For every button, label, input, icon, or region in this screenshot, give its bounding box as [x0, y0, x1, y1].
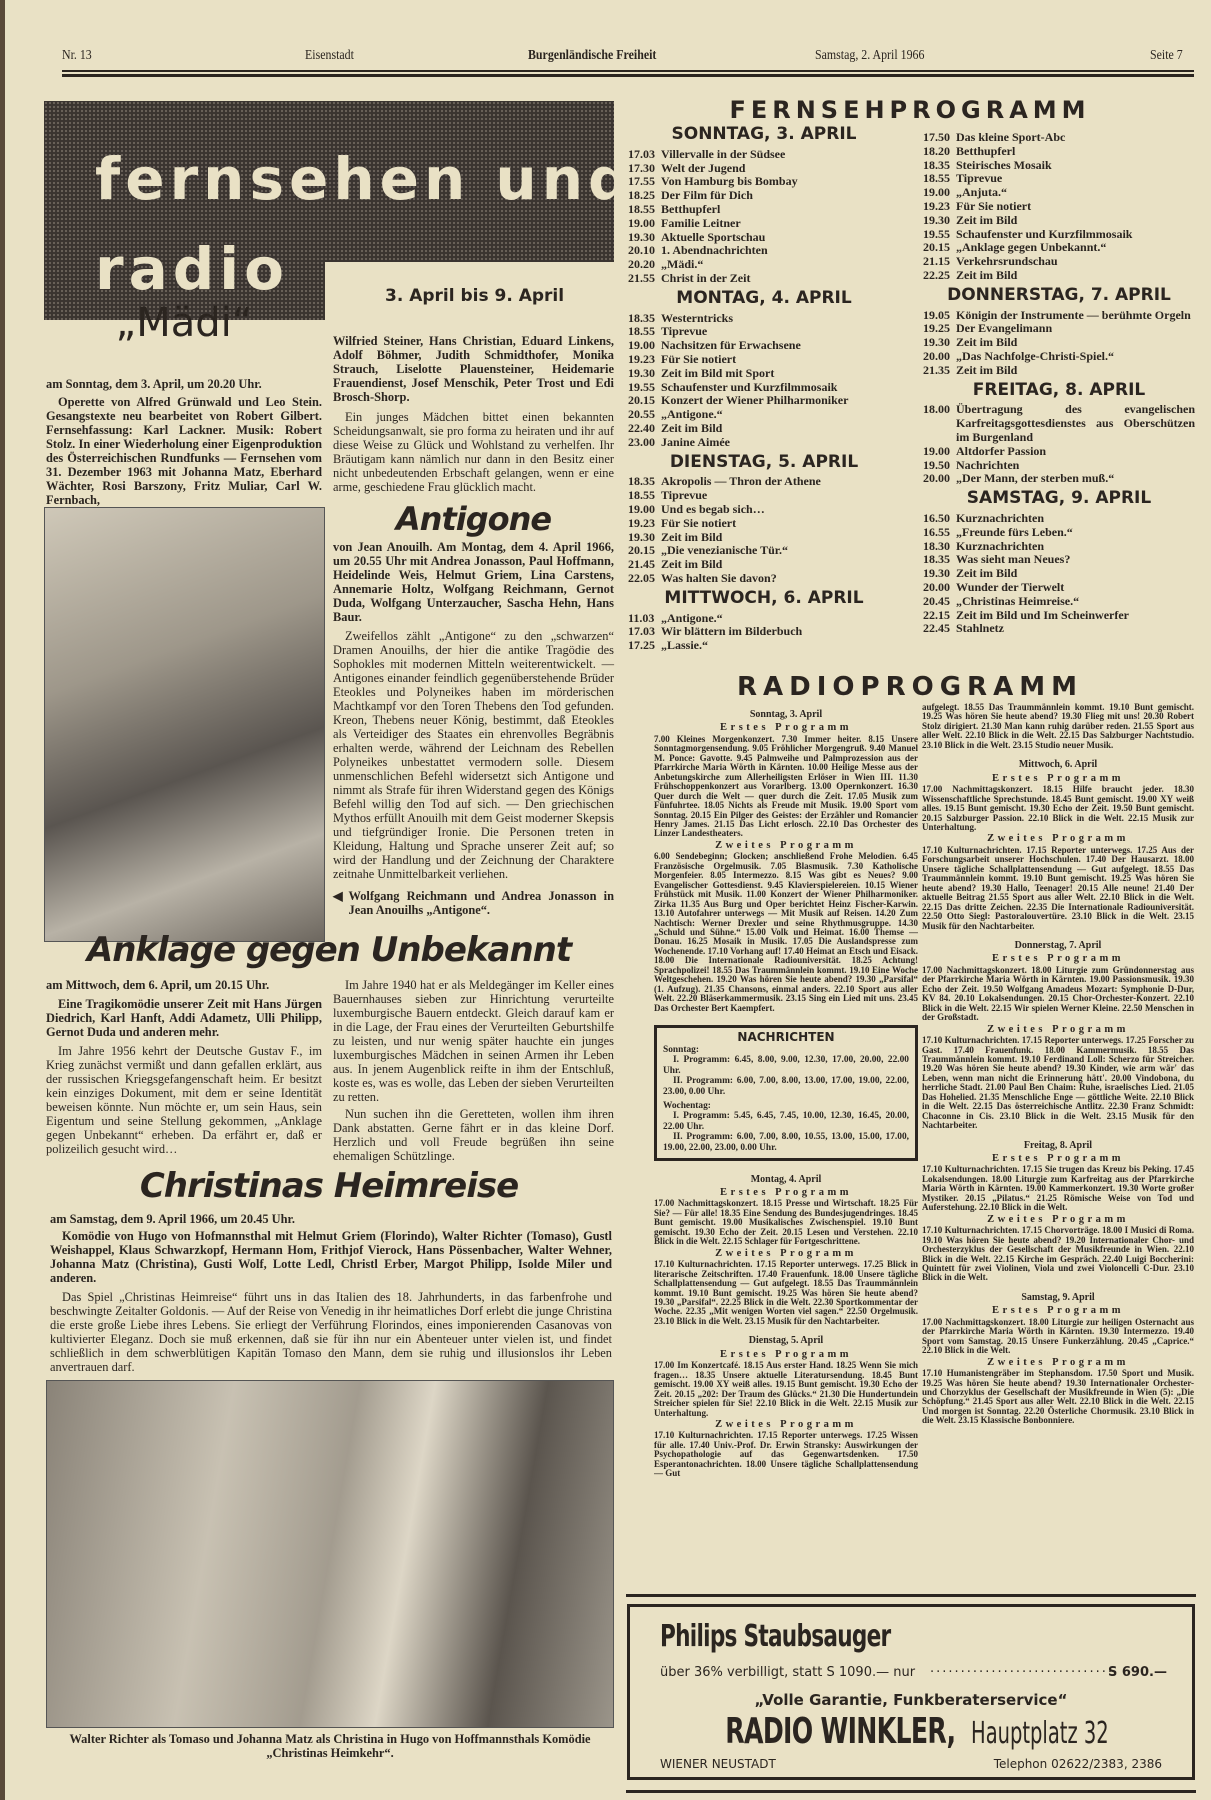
- tv-listing: [628, 408, 900, 422]
- ad-product: Philips Staubsauger: [660, 1619, 891, 1654]
- radio-program-label: Erstes Programm: [992, 953, 1124, 965]
- radio-program-label: Zweites Programm: [715, 839, 857, 851]
- tv-listing: [628, 339, 900, 353]
- radio-program-label: Erstes Programm: [720, 1348, 852, 1360]
- tv-listing-title: Wir blättern im Bilderbuch: [661, 624, 803, 639]
- radio-listing: 17.10 Kulturnachrichten. 17.15 Reporter unterwegs. 17.25 Blick in literarische Zeitschriften. 17.40 Frauenfunk. 18.00 Unsere tägliche Schallplattensendung — Gut aufgelegt. 18.55 Das Traummännlein kommt. 19.10 Bunt gemischt. 19.25 Was hören Sie heute abend? 19.30 „Parsifal“. 22.25 Blick in die Welt. 22.30 Sportkommentar der Woche. 22.35 „Mit wenigen Worten viel sagen.“ 22.50 Orgelmusik. 23.10 Blick in die Welt. 23.15 Musik für den Nachtarbeiter.: [654, 1259, 918, 1326]
- tv-listing: [628, 258, 900, 272]
- banner-title-line1: fernsehen und: [95, 145, 635, 213]
- tv-listing: [923, 459, 1195, 473]
- tv-listing-title: Konzert der Wiener Philharmoniker: [661, 393, 849, 408]
- tv-listing-title: Der Evangelimann: [956, 321, 1053, 336]
- tv-listing: [923, 186, 1195, 200]
- header-rule: [62, 70, 1194, 77]
- tv-listing-time: 19.00: [923, 443, 950, 458]
- news-sunday-program2: II. Programm: 6.00, 7.00, 8.00, 13.00, 17.00, 19.00, 22.00, 23.00, 0.00 Uhr.: [663, 1076, 909, 1098]
- tv-listing: [923, 228, 1195, 242]
- tv-listing-title: Kurznachrichten: [956, 510, 1044, 525]
- tv-listing-time: 17.50: [923, 130, 950, 144]
- radio-program-label: Zweites Programm: [715, 1419, 857, 1430]
- radio-day-heading: Montag, 4. April: [750, 1173, 822, 1185]
- tv-listing: [628, 244, 900, 258]
- tv-listing: [628, 272, 900, 286]
- tv-listing-time: 17.03: [628, 624, 655, 639]
- tv-listing-time: 19.00: [628, 501, 655, 516]
- tv-listing-time: 19.23: [923, 198, 950, 213]
- antigone-title: Antigone: [395, 500, 552, 538]
- tv-listing-time: 18.55: [628, 488, 655, 503]
- tv-listing-title: Zeit im Bild: [956, 212, 1018, 227]
- ad-rule-bottom: [626, 1790, 1196, 1793]
- tv-listing-title: Was halten Sie davon?: [661, 570, 777, 585]
- tv-listing-title: Janine Aimée: [661, 434, 730, 449]
- tv-listing-title: Zeit im Bild und Im Scheinwerfer: [956, 607, 1129, 622]
- city: Eisenstadt: [305, 48, 354, 63]
- tv-listing-time: 16.50: [923, 510, 950, 525]
- tv-listing: [628, 422, 900, 436]
- tv-listing-time: 20.00: [923, 579, 950, 594]
- tv-listing: [628, 231, 900, 245]
- tv-listing-title: Betthupferl: [661, 201, 721, 216]
- tv-listing-time: 20.00: [923, 471, 950, 486]
- tv-listing: [923, 336, 1195, 350]
- tv-listing-title: Akropolis — Thron der Athene: [661, 474, 821, 489]
- ad-phone: Telephon 02622/2383, 2386: [993, 1757, 1162, 1771]
- tv-listing-time: 22.25: [923, 267, 950, 282]
- radio-program-label: Zweites Programm: [987, 833, 1129, 845]
- radio-listing: 17.10 Kulturnachrichten. 17.15 Sie trugen das Kreuz bis Peking. 17.45 Lokalsendungen. 18.00 Liturgie zum Karfreitag aus der Pfarrkirche Maria Wörth in Kärnten. 19.00 Kammerkonzert. 19.30 Worte großer Mystiker. 20.15 „Pilatus.“ 21.25 Römische Weise von Tod und Auferstehung. 22.10 Blick in die Welt.: [922, 1164, 1194, 1213]
- radio-listing: 17.10 Kulturnachrichten. 17.15 Reporter unterwegs. 17.25 Forscher zu Gast. 17.40 Frauenfunk. 18.00 Kammermusik. 18.55 Das Traummännlein kommt. 19.10 Ferdinand Loll: Scherzo für Streicher. 19.20 Was hören Sie heute abend? 19.30 Kinder, wie arm wär' das Leben, wenn man nicht die Erinnerung hätt'. 20.00 Vindobona, du herrliche Stadt. 21.00 Paul Ben Chaim: Ruhe, israelisches Lied. 21.05 Das Hohelied. 21.35 Menschliche Enge — göttliche Weite. 22.10 Blick in die Welt. 22.15 Das österreichische Antlitz. 22.30 Franz Schmidt: Chaconne in Cis. 23.10 Blick in die Welt. 23.15 Musik für den Nachtarbeiter.: [922, 1035, 1194, 1131]
- ad-city: WIENER NEUSTADT: [660, 1757, 776, 1771]
- tv-listing-time: 20.15: [628, 393, 655, 408]
- tv-listing-time: 18.35: [923, 552, 950, 567]
- tv-listing: [923, 445, 1195, 459]
- tv-listing-title: Zeit im Bild: [956, 566, 1018, 581]
- tv-listing: [628, 325, 900, 339]
- tv-listing: [923, 526, 1195, 540]
- tv-listing-time: 20.00: [923, 348, 950, 363]
- advertisement: [627, 1604, 1195, 1780]
- tv-listing-title: Und es begab sich…: [661, 501, 765, 516]
- tv-listing: [923, 241, 1195, 255]
- tv-listing-title: Der Film für Dich: [661, 188, 753, 203]
- tv-listing: [923, 145, 1195, 159]
- tv-listing-title: „Die venezianische Tür.“: [661, 543, 789, 558]
- tv-listing-time: 22.40: [628, 420, 655, 435]
- tv-listing-title: Zeit im Bild: [956, 267, 1018, 282]
- tv-listing-title: „Das Nachfolge-Christi-Spiel.“: [956, 348, 1114, 363]
- news-weekday-program1: I. Programm: 5.45, 6.45, 7.45, 10.00, 12.30, 16.45, 20.00, 22.00 Uhr.: [663, 1111, 909, 1132]
- tv-listing-title: „Freunde fürs Leben.“: [956, 524, 1073, 539]
- anklage-synopsis-1: Im Jahre 1956 kehrt der Deutsche Gustav F., im Krieg zunächst vermißt und dann gefallen erklärt, aus der russischen Kriegsgefangenschaft heim. Er besitzt kein einziges Dokument, mit dem er seine Identität beweisen könnte. Nun möchte er, um sein Haus, sein Eigentum und seine Stellung gekommen, „Anklage gegen Unbekannt“ erheben. Da erfährt er, daß er polizeilich gesucht wird…: [46, 1044, 322, 1156]
- radio-program-label: Zweites Programm: [715, 1247, 857, 1259]
- maedi-article-cont: [333, 334, 614, 494]
- radio-program-label: Zweites Programm: [987, 1356, 1129, 1368]
- tv-listing-time: 21.55: [628, 270, 655, 285]
- tv-listing-title: Schaufenster und Kurzfilmmosaik: [661, 379, 838, 394]
- tv-listing-time: 19.30: [628, 229, 655, 244]
- anklage-airtime: am Mittwoch, dem 6. April, um 20.15 Uhr.: [46, 978, 270, 992]
- tv-listing-title: Familie Leitner: [661, 215, 741, 230]
- tv-listing: [923, 595, 1195, 609]
- tv-listing-time: 17.55: [628, 174, 655, 189]
- radio-listing: 17.00 Nachmittagskonzert. 18.00 Liturgie zum Gründonnerstag aus der Pfarrkirche Maria Wörth in Kärnten. 19.00 Passionsmusik. 19.30 Echo der Zeit. 19.50 Wolfgang Amadeus Mozart: Symphonie D-Dur, KV 84. 20.10 Lokalsendungen. 20.15 Chor-Orchester-Konzert. 22.10 Blick in die Welt. 22.15 Wir spielen Werner Kleine. 22.50 Menschen in der Großstadt.: [922, 964, 1194, 1023]
- ad-shop: [630, 1711, 1192, 1752]
- maedi-credits: Operette von Alfred Grünwald und Leo Stein. Gesangstexte neu bearbeitet von Robert Gilbert. Fernsehfassung: Karl Lackner. Musik: Robert Stolz. In einer Wiederholung einer Eigenproduktion des Österreichischen Rundfunks — Fernsehen vom 31. Dezember 1963 mit Johanna Matz, Eberhard Wächter, Rosi Barszony, Fritz Muliar, Carl W. Fernbach,: [46, 395, 322, 507]
- tv-listing: [923, 540, 1195, 554]
- tv-listing-time: 21.45: [628, 557, 655, 572]
- ad-offer: über 36% verbilligt, statt S 1090.— nur: [660, 1665, 916, 1680]
- tv-listing-time: 18.35: [628, 474, 655, 489]
- antigone-synopsis: Zweifellos zählt „Antigone“ zu den „schwarzen“ Dramen Anouilhs, der hier die antike Tragödie des Sophokles mit modernen Mitteln weiterentwickelt. — Antigones einander feindlich gegenüberstehende Brüder Eteokles und Polyneikes haben im mörderischen Machtkampf vor den Toren Thebens den Tod gefunden. Kreon, Thebens neuer König, bestimmt, daß Eteokles als Verteidiger des Staates ein ehrenvolles Begräbnis erhalten werde, während der Leichnam des Rebellen Polyneikes unbestattet vermodern solle. Diesem unmenschlichen Befehl widersetzt sich Antigone und nimmt als Strafe für ihren Widerstand gegen des Königs Befehl willig den Tod auf sich. — Den griechischen Mythos erfüllt Anouilh mit dem Geist moderner Skepsis und tiefgründiger Ironie. Die Personen treten in Kleidung, Haltung und Sprache unserer Zeit auf; so wird der Handlung und der Zeichnung der Charaktere zeitnahe Unmittelbarkeit verliehen.: [333, 629, 614, 881]
- tv-listing: [923, 553, 1195, 567]
- tv-listing-title: Stahlnetz: [956, 621, 1004, 636]
- tv-listing-time: 20.15: [923, 240, 950, 255]
- anklage-article: [46, 978, 322, 1156]
- tv-listing: [923, 159, 1195, 173]
- maedi-article: [46, 377, 322, 507]
- radio-program-label: Erstes Programm: [992, 1305, 1124, 1317]
- tv-listing-title: Nachrichten: [956, 457, 1020, 472]
- christina-title: Christinas Heimreise: [139, 1166, 519, 1206]
- tv-listing-time: 19.30: [923, 335, 950, 350]
- tv-listing: [628, 353, 900, 367]
- radio-listing: 17.10 Humanistengräber im Stephansdom. 17.50 Sport und Musik. 19.25 Was hören Sie heute abend? 19.30 Internationaler Orchester- und Chorzyklus der Gesellschaft der Musikfreunde in Wien (5): „Die Schöpfung.“ 21.45 Sport aus aller Welt. 22.10 Blick in die Welt. 22.15 Und morgen ist Sonntag. 22.20 Österliche Chormusik. 23.10 Blick in die Welt. 23.15 Klassische Bonbonniere.: [922, 1368, 1194, 1426]
- antigone-caption-text: Wolfgang Reichmann und Andrea Jonasson in Jean Anouilhs „Antigone“.: [348, 889, 614, 917]
- tv-listing: [923, 255, 1195, 269]
- tv-listing: [628, 162, 900, 176]
- tv-day-heading: MITTWOCH, 6. APRIL: [664, 587, 864, 608]
- tv-listing-title: Tiprevue: [956, 171, 1003, 186]
- radio-program-title: RADIOPROGRAMM: [737, 672, 1083, 702]
- radio-day-heading: Donnerstag, 7. April: [1014, 939, 1102, 951]
- radio-listing: 17.10 Kulturnachrichten. 17.15 Reporter unterwegs. 17.25 Aus der Forschungsarbeit unserer Hochschulen. 17.40 Der Hausarzt. 18.00 Unsere tägliche Schallplattensendung — Gut aufgelegt. 18.55 Das Traummännlein kommt. 19.10 Bunt gemischt. 19.25 Was hören Sie heute abend? 19.30 Hallo, Teenager! 20.15 Alle neune! 21.40 Der aktuelle Beitrag 21.55 Sport aus aller Welt. 22.10 Blick in die Welt. 22.15 Das dritte Zeichen. 22.35 Die Internationale Radiouniversität. 22.50 Otto Siegl: Pastoralouvertüre. 23.10 Blick in die Welt. 23.15 Musik für den Nachtarbeiter.: [922, 844, 1194, 931]
- tv-listing: [628, 503, 900, 517]
- tv-listing: [923, 622, 1195, 636]
- tv-listing-title: Was sieht man Neues?: [956, 552, 1071, 567]
- tv-listing: [628, 572, 900, 586]
- tv-listing-title: Zeit im Bild: [661, 557, 723, 572]
- tv-listing-time: 20.10: [628, 243, 655, 258]
- maedi-title: „Mädi“: [115, 300, 253, 346]
- tv-listing-title: Zeit im Bild: [661, 420, 723, 435]
- tv-listing-title: „Anklage gegen Unbekannt.“: [956, 240, 1107, 255]
- tv-listing-time: 17.25: [628, 638, 655, 653]
- antigone-photo: [44, 507, 325, 942]
- tv-listing: [923, 403, 1195, 444]
- tv-day-heading: MONTAG, 4. APRIL: [676, 287, 852, 308]
- christina-credits: Komödie von Hugo von Hofmannsthal mit Helmut Griem (Florindo), Walter Richter (Tomaso), Gustl Weishappel, Klaus Schwarzkopf, Hermann Hom, Frithjof Vierock, Hans Pössenbacher, Walter Wehner, Johanna Matz (Christina), Gusti Wolf, Lotte Ledl, Christl Erber, Margot Philipp, Isolde Miler und anderen.: [50, 1229, 612, 1285]
- tv-listing: [923, 309, 1195, 323]
- tv-listing: [628, 517, 900, 531]
- tv-listing: [923, 472, 1195, 486]
- ad-rule-top: [626, 1594, 1196, 1597]
- radio-day-heading: Sonntag, 3. April: [749, 709, 823, 720]
- radio-listing: 7.00 Kleines Morgenkonzert. 7.30 Immer heiter. 8.15 Unsere Sonntagmorgensendung. 9.05 Fröhlicher Morgengruß. 9.40 Manuel M. Ponce: Gavotte. 9.45 Palmweihe und Palmprozession aus der Pfarrkirche Maria Wörth in Kärnten. 10.00 Heilige Messe aus der Anbetungskirche zum Allerheiligsten Erlöser in Wien III. 11.30 Frühschoppenkonzert aus Vorarlberg. 13.00 Opernkonzert. 16.30 Quer durch die Welt — quer durch die Zeit. 17.05 Musik zum Fünfuhrtee. 18.05 Nichts als Freude mit Musik. 19.00 Sport vom Sonntag. 20.15 Ein Pilger des Geistes: der Erzähler und Romancier Henry James. 21.15 Das Licht erlosch. 22.10 Das Orchester des Linzer Landestheaters.: [654, 733, 918, 839]
- tv-listing: [923, 609, 1195, 623]
- ad-slogan: „Volle Garantie, Funkberaterservice“: [754, 1691, 1068, 1709]
- tv-listing-time: 19.05: [923, 307, 950, 322]
- tv-day-heading: SAMSTAG, 9. APRIL: [966, 488, 1152, 509]
- antigone-credits: von Jean Anouilh. Am Montag, dem 4. April 1966, um 20.55 Uhr mit Andrea Jonasson, Paul Hoffmann, Heidelinde Weis, Helmut Griem, Lina Carstens, Annemarie Holtz, Wolfgang Reichmann, Gernot Duda, Wolfgang Unterzaucher, Sascha Hehn, Hans Baur.: [333, 540, 614, 624]
- tv-listing-time: 16.55: [923, 524, 950, 539]
- tv-listing-time: 17.03: [628, 146, 655, 161]
- tv-listing-title: Zeit im Bild: [956, 335, 1018, 350]
- tv-listing: [628, 312, 900, 326]
- radio-listing: 17.00 Nachmittagskonzert. 18.15 Hilfe braucht jeder. 18.30 Wissenschaftliche Sprechstunde. 18.45 Bunt gemischt. 19.00 XY weiß alles. 19.15 Bunt gemischt. 19.30 Echo der Zeit. 19.50 Bunt gemischt. 20.15 Salzburger Passion. 22.10 Blick in die Welt. 22.15 Musik zur Unterhaltung.: [922, 784, 1194, 832]
- radio-day-heading: Dienstag, 5. April: [748, 1335, 824, 1347]
- antigone-article: [333, 540, 614, 917]
- anklage-article-cont: [333, 978, 614, 1163]
- tv-listing: [923, 172, 1195, 186]
- tv-listing: [628, 189, 900, 203]
- radio-program-label: Erstes Programm: [992, 1153, 1124, 1165]
- tv-listing-title: Für Sie notiert: [661, 515, 737, 530]
- tv-listing-time: 22.45: [923, 621, 950, 636]
- tv-listing-time: 18.55: [923, 171, 950, 186]
- tv-listing: [628, 148, 900, 162]
- radio-program-label: Erstes Programm: [720, 722, 852, 734]
- tv-listing-time: 19.30: [628, 529, 655, 544]
- tv-listing-title: „Anjuta.“: [956, 185, 1008, 200]
- radio-day-heading: Samstag, 9. April: [1021, 1291, 1095, 1303]
- radio-program-label: Erstes Programm: [992, 772, 1124, 784]
- radio-day-heading: Freitag, 8. April: [1023, 1139, 1093, 1151]
- anklage-credits: Eine Tragikomödie unserer Zeit mit Hans Jürgen Diedrich, Karl Hanft, Addi Adametz, Ulli Philipp, Gernot Duda und anderen mehr.: [46, 997, 322, 1039]
- tv-listing-time: 19.25: [923, 321, 950, 336]
- radio-listing: 6.00 Sendebeginn; Glocken; anschließend Frohe Melodien. 6.45 Französische Orgelmusik. 7.05 Blasmusik. 7.30 Katholische Morgenfeier. 8.05 Intermezzo. 8.15 Was gibt es Neues? 9.00 Evangelischer Gottesdienst. 9.45 Klavierspielereien. 10.15 Wiener Frühstück mit Musik. 11.00 Konzert der Wiener Philharmoniker. Zirka 11.35 Aus Burg und Oper berichtet Heinz Fischer-Karwin. 13.10 Autofahrer unterwegs — Mit Musik auf Reisen. 14.20 Zum Nachtisch: Werner Drexler und seine Rhythmusgruppe. 14.30 „Schuld und Sühne.“ 15.00 Volk und Heimat. 16.00 Themse — Donau. 16.25 Mosaik in Musik. 17.05 Die Auslandspresse zum Wochenende. 17.10 Vorhang auf! 17.40 Heimat an Etsch und Eisack. 18.00 Die Internationale Radiouniversität. 18.25 Achtung! Sprachpolizei! 18.55 Das Traummännlein kommt. 19.10 Eine Woche Weltgeschehen. 19.20 Was hören Sie heute abend? 19.30 „Parsifal“ (1. Aufzug). 21.35 Chansons, einmal anders. 22.10 Sport aus aller Welt. 22.20 Bläserkammermusik. 23.15 Sing ein Lied mit uns. 23.45 Das Orchester Bert Kaempfert.: [654, 851, 918, 1013]
- news-times-box: [654, 1025, 918, 1161]
- tv-listing: [923, 512, 1195, 526]
- tv-listing-title: Von Hamburg bis Bombay: [661, 174, 798, 189]
- tv-listing: [628, 475, 900, 489]
- tv-listing-title: Altdorfer Passion: [956, 443, 1047, 458]
- tv-listing: [628, 544, 900, 558]
- tv-program-title: FERNSEHPROGRAMM: [729, 96, 1091, 124]
- tv-listing: [628, 394, 900, 408]
- tv-listing-title: Kurznachrichten: [956, 538, 1044, 553]
- ad-price: S 690.—: [1108, 1665, 1167, 1680]
- tv-column-left: [628, 122, 900, 653]
- arrow-left-icon: ◀: [333, 889, 343, 903]
- news-box-title: NACHRICHTEN: [737, 1030, 835, 1045]
- tv-column-right: [923, 131, 1195, 636]
- radio-program-label: Zweites Programm: [987, 1023, 1129, 1035]
- tv-listing-time: 18.20: [923, 143, 950, 158]
- ad-dot-leader: ······························: [930, 1665, 1114, 1680]
- tv-listing: [923, 131, 1195, 145]
- tv-listing-time: 19.55: [628, 379, 655, 394]
- radio-listing: 17.00 Nachmittagskonzert. 18.15 Presse und Wirtschaft. 18.25 Für Sie? — Für alle! 18.35 Eine Sendung des Bundesjugendringes. 18.45 Bunt gemischt. 19.00 Musikalisches Zwischenspiel. 19.10 Bunt gemischt. 19.30 Echo der Zeit. 20.15 Lesen und Verstehen. 22.10 Blick in die Welt. 22.15 Schlager für Fortgeschrittene.: [654, 1198, 918, 1247]
- tv-listing-time: 19.30: [923, 212, 950, 227]
- tv-listing-time: 19.50: [923, 457, 950, 472]
- tv-listing-title: Für Sie notiert: [956, 198, 1032, 213]
- tv-listing-time: 20.55: [628, 407, 655, 422]
- tv-listing: [628, 381, 900, 395]
- tv-listing-title: Zeit im Bild mit Sport: [661, 365, 775, 380]
- tv-listing: [923, 567, 1195, 581]
- tv-listing-time: 22.15: [923, 607, 950, 622]
- tv-listing-title: „Lassie.“: [661, 638, 709, 653]
- tv-listing-title: Welt der Jugend: [661, 160, 746, 175]
- news-sunday-program1: I. Programm: 6.45, 8.00, 9.00, 12.30, 17.00, 20.00, 22.00 Uhr.: [663, 1055, 909, 1076]
- tv-listing-title: „Mädi.“: [661, 257, 704, 272]
- tv-listing-title: Christ in der Zeit: [661, 270, 751, 285]
- radio-program-label: Zweites Programm: [987, 1213, 1129, 1225]
- tv-day-heading: SONNTAG, 3. APRIL: [671, 124, 857, 144]
- tv-day-heading: DIENSTAG, 5. APRIL: [669, 451, 859, 472]
- tv-listing-title: Wunder der Tierwelt: [956, 579, 1065, 594]
- page-number: Seite 7: [1150, 48, 1183, 63]
- tv-listing-time: 19.23: [628, 351, 655, 366]
- tv-listing-time: 19.00: [923, 185, 950, 200]
- tv-listing: [923, 322, 1195, 336]
- maedi-airtime: am Sonntag, dem 3. April, um 20.20 Uhr.: [46, 377, 262, 391]
- tv-listing-title: Verkehrsrundschau: [956, 254, 1058, 269]
- tv-listing-title: Westerntricks: [661, 310, 733, 325]
- tv-listing-time: 20.20: [628, 257, 655, 272]
- tv-listing-time: 19.00: [628, 338, 655, 353]
- tv-listing-time: 18.55: [628, 324, 655, 339]
- tv-listing-title: Königin der Instrumente — berühmte Orgeln: [956, 307, 1191, 322]
- tv-listing-time: 18.25: [628, 188, 655, 203]
- tv-listing: [628, 203, 900, 217]
- page-edge: [0, 0, 5, 1800]
- anklage-synopsis-3: Nun suchen ihn die Geretteten, wollen ihm ihren Dank abstatten. Gerne fährt er in das kleine Dorf. Herzlich und voll Freude begrüßen ihn seine ehemaligen Schützlinge.: [333, 1107, 614, 1163]
- banner-title-line2: radio: [95, 235, 289, 303]
- tv-listing-title: Zeit im Bild: [661, 529, 723, 544]
- tv-listing: [628, 531, 900, 545]
- tv-listing-time: 19.00: [628, 215, 655, 230]
- radio-program-label: Erstes Programm: [720, 1187, 852, 1199]
- tv-listing-time: 18.35: [923, 157, 950, 172]
- tv-listing-title: Tiprevue: [661, 324, 708, 339]
- tv-listing-title: „Christinas Heimreise.“: [956, 593, 1080, 608]
- maedi-synopsis: Ein junges Mädchen bittet einen bekannten Scheidungsanwalt, sie pro forma zu heiraten und ihr auf diese Weise zu Glück und Wohlstand zu verhelfen. Ihr Bräutigam kann nämlich nur dann in den Besitz einer nicht unbedeutenden Erbschaft gelangen, wenn er eine arme, geschiedene Frau glücklich macht.: [333, 410, 614, 494]
- radio-listing: 17.00 Nachmittagskonzert. 18.00 Liturgie zur heiligen Osternacht aus der Pfarrkirche Maria Wörth in Kärnten. 19.30 Intermezzo. 19.40 Sport vom Samstag. 20.15 Unsere Funkerzählung. 20.45 „Caprice.“ 22.10 Blick in die Welt.: [922, 1316, 1194, 1356]
- issue-number: Nr. 13: [62, 48, 92, 63]
- tv-listing-time: 18.55: [628, 201, 655, 216]
- tv-listing: [628, 436, 900, 450]
- christina-caption: Walter Richter als Tomaso und Johanna Matz als Christina in Hugo von Hoffmannsthals Komödie „Christinas Heimkehr“.: [69, 1732, 591, 1760]
- tv-listing: [628, 217, 900, 231]
- tv-listing-title: Zeit im Bild: [956, 362, 1018, 377]
- tv-listing-title: Schaufenster und Kurzfilmmosaik: [956, 226, 1133, 241]
- news-weekday-label: Wochentag:: [663, 1100, 711, 1111]
- tv-listing-title: Tiprevue: [661, 488, 708, 503]
- tv-listing-time: 21.35: [923, 362, 950, 377]
- issue-date: Samstag, 2. April 1966: [815, 48, 925, 63]
- radio-listing: 17.10 Kulturnachrichten. 17.15 Chorvorträge. 18.00 I Musici di Roma. 19.10 Was hören Sie heute abend? 19.20 Internationaler Chor- und Orchesterzyklus der Gesellschaft der Musikfreunde in Wien. 22.10 Blick in die Welt. 22.15 Kirche im Gespräch. 22.40 Luigi Boccherini: Quintett für zwei Violinen, Viola und zwei Violoncelli C-Dur. 23.10 Blick in die Welt.: [922, 1225, 1194, 1283]
- radio-column-right: [922, 703, 1194, 1595]
- anklage-synopsis-2: Im Jahre 1940 hat er als Meldegänger im Keller eines Bauernhauses sieben zur Hinrichtung verurteilte luxemburgische Bauern entdeckt. Gleich darauf kam er in die Lage, der Frau eines der Verurteilten Geburtshilfe zu leisten, und nur wenig später hauchte ein junges luxemburgisches Mädchen in seinen Armen ihr Leben aus. In jenem Augenblick reifte in ihm der Entschluß, koste es, was es wolle, das Leben der sieben Verurteilten zu retten.: [333, 978, 614, 1104]
- christina-synopsis: Das Spiel „Christinas Heimreise“ führt uns in das Italien des 18. Jahrhunderts, in das farbenfrohe und beschwingte Zeitalter Goldonis. — Auf der Reise von Venedig in ihr heimatliches Dorf erlebt die junge Christina die erste große Liebe ihres Lebens. Sie erliegt der Verführung Florindos, eines imponierenden Casanovas von kultivierter Eleganz. Doch sie muß erkennen, daß sie für ihn nur ein Abenteuer unter vielen ist, und findet schließlich in dem schwerblütigen Kapitän Tomaso den Mann, dem sie ruhig und illusionslos ihr Leben anvertrauen darf.: [50, 1290, 612, 1374]
- radio-listing: aufgelegt. 18.55 Das Traummännlein kommt. 19.10 Bunt gemischt. 19.25 Was hören Sie heute abend? 19.30 Flieg mit uns! 20.30 Robert Stolz dirigiert. 21.30 Man kann ruhig darüber reden. 21.55 Sport aus aller Welt. 22.10 Blick in die Welt. 22.15 Das Salzburger Nachtstudio. 23.10 Blick in die Welt. 23.15 Studio neuer Musik.: [922, 703, 1194, 750]
- tv-listing-time: 19.30: [628, 365, 655, 380]
- news-weekday-program2: II. Programm: 6.00, 7.00, 8.00, 10.55, 13.00, 15.00, 17.00, 19.00, 22.00, 23.00, 0.00 Uhr.: [663, 1132, 909, 1153]
- anklage-title: Anklage gegen Unbekannt: [86, 930, 572, 970]
- tv-listing: [628, 558, 900, 572]
- tv-listing: [628, 367, 900, 381]
- tv-listing: [923, 269, 1195, 283]
- tv-listing-time: 18.35: [628, 310, 655, 325]
- tv-listing-time: 20.15: [628, 543, 655, 558]
- ad-shop-name: RADIO WINKLER,: [725, 1711, 956, 1752]
- christina-airtime: am Samstag, dem 9. April 1966, um 20.45 Uhr.: [50, 1212, 295, 1226]
- tv-listing-title: Übertragung des evangelischen Karfreitagsgottesdienstes aus Oberschützen im Burgenland: [956, 402, 1195, 444]
- christina-photo: [46, 1380, 614, 1728]
- tv-listing-time: 20.45: [923, 593, 950, 608]
- maedi-cast: Wilfried Steiner, Hans Christian, Eduard Linkens, Adolf Böhmer, Judith Schmidthofer, Monika Strauch, Liselotte Plauensteiner, Heidemarie Frauendienst, Josef Menschik, Peter Trost und Edi Brosch-Shorp.: [333, 334, 614, 404]
- tv-listing: [923, 214, 1195, 228]
- tv-listing-title: „Antigone.“: [661, 610, 723, 625]
- tv-listing-title: Villervalle in der Südsee: [661, 146, 786, 161]
- tv-listing-title: Aktuelle Sportschau: [661, 229, 766, 244]
- tv-listing-time: 22.05: [628, 570, 655, 585]
- tv-listing: [628, 639, 900, 653]
- tv-listing-time: 19.55: [923, 226, 950, 241]
- tv-listing-title: „Antigone.“: [661, 407, 723, 422]
- ad-shop-address: Hauptplatz 32: [971, 1716, 1110, 1751]
- tv-listing: [923, 364, 1195, 378]
- tv-listing: [923, 350, 1195, 364]
- tv-listing: [923, 581, 1195, 595]
- tv-listing-title: „Der Mann, der sterben muß.“: [956, 471, 1115, 486]
- tv-listing-time: 18.00: [923, 402, 950, 417]
- tv-listing-title: Steirisches Mosaik: [956, 157, 1052, 172]
- tv-day-heading: DONNERSTAG, 7. APRIL: [947, 284, 1171, 305]
- tv-listing-time: 19.30: [923, 566, 950, 581]
- tv-listing-title: Das kleine Sport-Abc: [956, 130, 1066, 144]
- tv-listing: [628, 489, 900, 503]
- tv-listing-title: Nachsitzen für Erwachsene: [661, 338, 801, 353]
- radio-column-left: [654, 700, 918, 1595]
- antigone-caption: [333, 889, 614, 917]
- tv-listing-title: Für Sie notiert: [661, 351, 737, 366]
- news-sunday-label: Sonntag:: [663, 1044, 699, 1055]
- radio-day-heading: Mittwoch, 6. April: [1018, 759, 1098, 771]
- tv-listing: [923, 200, 1195, 214]
- date-range: 3. April bis 9. April: [385, 286, 565, 306]
- tv-listing: [628, 612, 900, 626]
- newspaper-name: Burgenländische Freiheit: [528, 48, 657, 63]
- tv-listing-time: 21.15: [923, 254, 950, 269]
- tv-listing-time: 23.00: [628, 434, 655, 449]
- tv-listing: [628, 175, 900, 189]
- radio-listing: 17.00 Im Konzertcafé. 18.15 Aus erster Hand. 18.25 Wenn Sie mich fragen… 18.35 Unsere aktuelle Literatursendung. 18.45 Bunt gemischt. 19.00 XY weiß alles. 19.15 Bunt gemischt. 19.30 Echo der Zeit. 20.15 „202: Der Traum des Glücks.“ 21.30 Die Hundertundein Streicher spielen für Sie! 22.10 Blick in die Welt. 22.15 Musik zur Unterhaltung.: [654, 1360, 918, 1418]
- christina-article: [50, 1212, 612, 1374]
- tv-listing-time: 17.30: [628, 160, 655, 175]
- tv-listing: [628, 625, 900, 639]
- tv-day-heading: FREITAG, 8. APRIL: [972, 379, 1146, 400]
- tv-listing-time: 19.23: [628, 515, 655, 530]
- radio-listing: 17.10 Kulturnachrichten. 17.15 Reporter unterwegs. 17.25 Wissen für alle. 17.40 Univ.-Prof. Dr. Erwin Stransky: Auswirkungen der Psychopathologie auf das Gegenwartsdenken. 17.50 Esperantonachrichten. 18.00 Unsere tägliche Schallplattensendung — Gut: [654, 1430, 918, 1479]
- tv-listing-time: 18.30: [923, 538, 950, 553]
- tv-listing-time: 11.03: [628, 610, 655, 625]
- tv-listing-title: 1. Abendnachrichten: [661, 243, 768, 258]
- tv-listing-title: Betthupferl: [956, 143, 1016, 158]
